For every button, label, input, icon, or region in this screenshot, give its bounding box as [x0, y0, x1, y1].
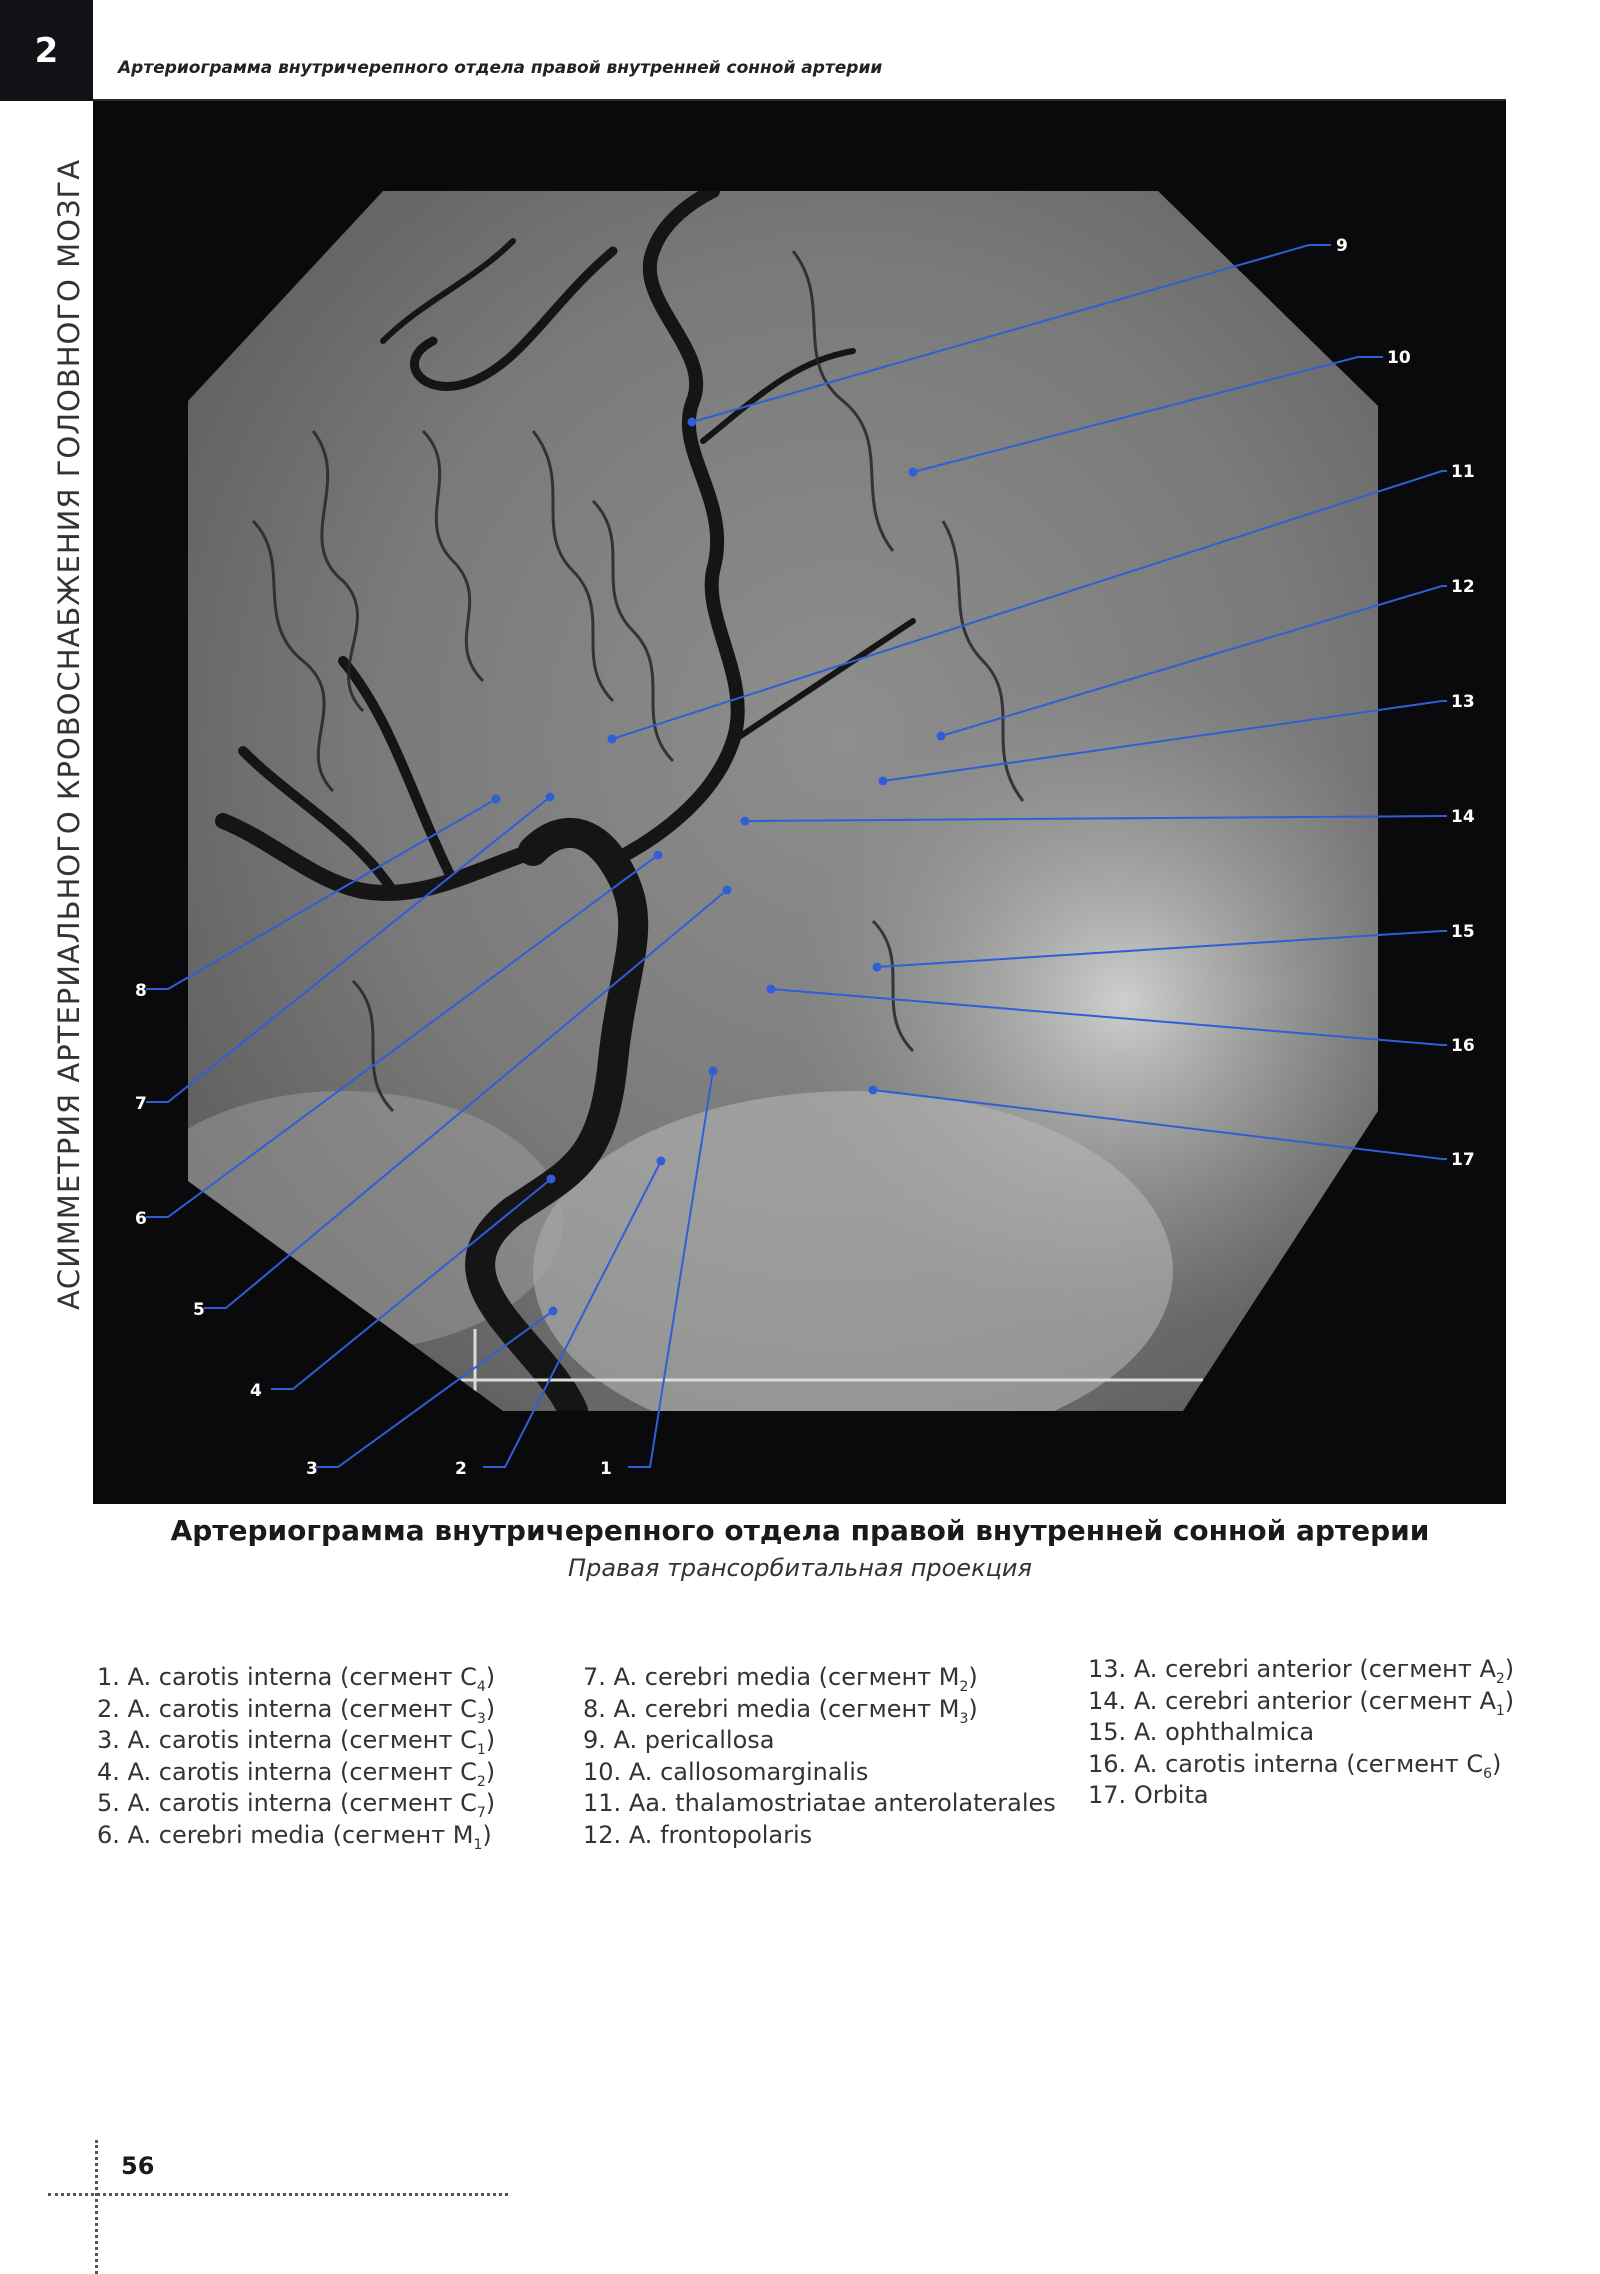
- page-number: 56: [121, 2152, 155, 2180]
- legend-item: 1. A. carotis interna (сегмент $C_4$): [97, 1663, 496, 1695]
- footer-dotted-rule: [48, 2193, 508, 2196]
- callout-5: 5: [193, 1300, 205, 1320]
- callout-17: 17: [1451, 1150, 1475, 1170]
- legend-item: 5. A. carotis interna (сегмент $C_7$): [97, 1789, 496, 1821]
- legend-item: 4. A. carotis interna (сегмент $C_2$): [97, 1757, 496, 1790]
- legend-column-3: [1088, 1654, 1514, 1812]
- legend-item: 15. A. ophthalmica: [1088, 1718, 1315, 1746]
- footer-dotted-marker: [95, 2140, 98, 2274]
- angiogram-figure: [93, 101, 1506, 1504]
- legend-item: 14. A. cerebri anterior (сегмент $A_1$): [1088, 1686, 1515, 1719]
- legend-item: 9. A. pericallosa: [583, 1726, 775, 1754]
- legend-column-1: [97, 1662, 495, 1851]
- legend-item: 10. A. callosomarginalis: [583, 1757, 869, 1786]
- callout-9: 9: [1336, 236, 1348, 256]
- legend-item: 2. A. carotis interna (сегмент $C_3$): [97, 1694, 496, 1727]
- legend-item: 3. A. carotis interna (сегмент $C_1$): [97, 1726, 496, 1758]
- callout-15: 15: [1451, 922, 1475, 942]
- legend-column-2: [583, 1662, 1056, 1851]
- callout-4: 4: [250, 1381, 262, 1401]
- callout-16: 16: [1451, 1036, 1475, 1056]
- callout-2: 2: [455, 1459, 467, 1479]
- legend-item: 16. A. carotis interna (сегмент $C_6$): [1088, 1749, 1502, 1782]
- legend-item: 13. A. cerebri anterior (сегмент $A_2$): [1088, 1655, 1515, 1687]
- callout-14: 14: [1451, 807, 1475, 827]
- callout-10: 10: [1387, 348, 1411, 368]
- figure-caption-title: Артериограмма внутричерепного отдела правой внутренней сонной артерии: [170, 1514, 1430, 1547]
- callout-7: 7: [135, 1094, 147, 1114]
- legend-item: 11. Aa. thalamostriatae anterolaterales: [583, 1789, 1056, 1817]
- callout-13: 13: [1451, 692, 1475, 712]
- legend-item: 8. A. cerebri media (сегмент $M_3$): [583, 1694, 978, 1727]
- callout-12: 12: [1451, 577, 1475, 597]
- legend-item: 12. A. frontopolaris: [583, 1820, 813, 1849]
- legend-item: 7. A. cerebri media (сегмент $M_2$): [583, 1663, 978, 1695]
- callout-6: 6: [135, 1209, 147, 1229]
- running-header: Артериограмма внутричерепного отдела правой внутренней сонной артерии: [118, 58, 883, 78]
- legend-item: 17. Orbita: [1088, 1781, 1209, 1809]
- callout-8: 8: [135, 981, 147, 1001]
- side-section-title: АСИММЕТРИЯ АРТЕРИАЛЬНОГО КРОВОСНАБЖЕНИЯ ГОЛОВНОГО МОЗГА: [52, 158, 86, 1310]
- figure-caption-subtitle: Правая трансорбитальная проекция: [568, 1554, 1032, 1582]
- legend-item: 6. A. cerebri media (сегмент $M_1$): [97, 1820, 492, 1853]
- callout-3: 3: [306, 1459, 318, 1479]
- callout-11: 11: [1451, 462, 1475, 482]
- callout-1: 1: [600, 1459, 612, 1479]
- chapter-number: 2: [0, 0, 93, 101]
- angiogram-image: [93, 101, 1506, 1504]
